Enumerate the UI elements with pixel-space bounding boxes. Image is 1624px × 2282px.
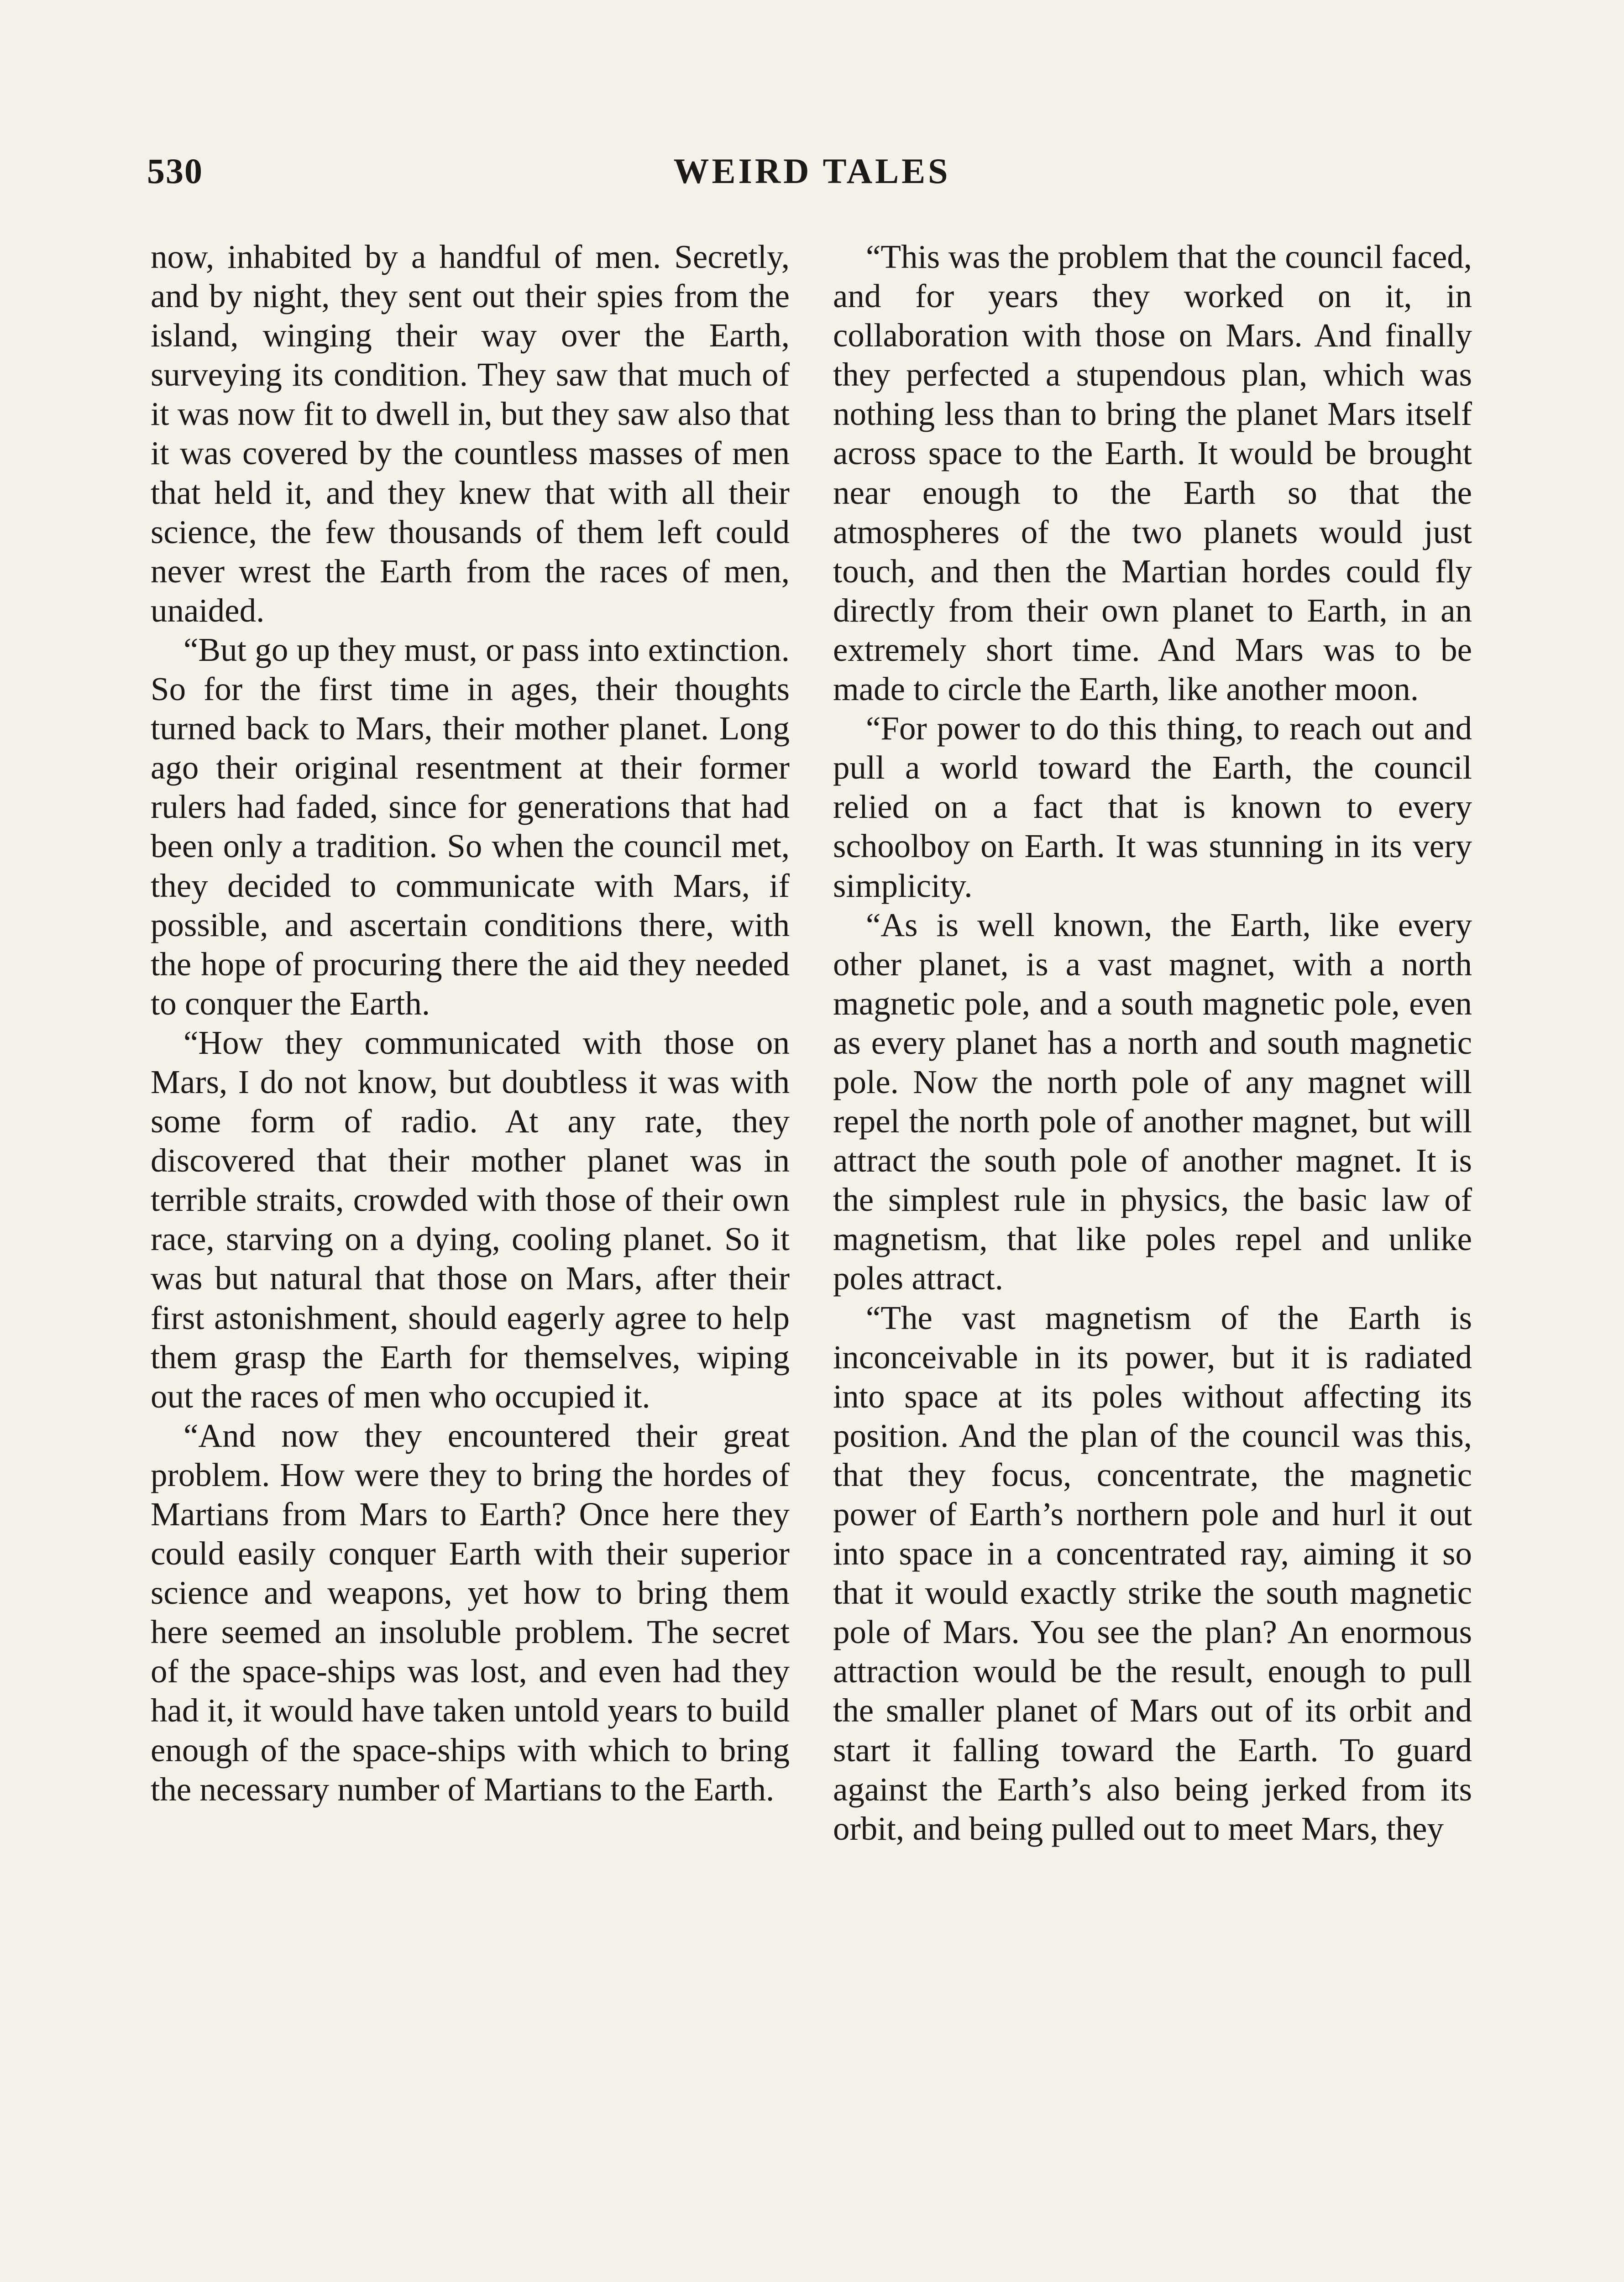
left-column	[151, 237, 790, 1809]
paragraph: now, inhabited by a handful of men. Secretly, and by night, they sent out their spies from the island, winging their way over the Earth, surveying its condition. They saw that much of it was now fit to dwell in, but they saw also that it was covered by the countless masses of men that held it, and they knew that with all their science, the few thousands of them left could never wrest the Earth from the races of men, unaided.	[151, 238, 790, 629]
paragraph: “The vast magnetism of the Earth is inconceivable in its power, but it is radiated into space at its poles without affecting its position. And the plan of the council was this, that they focus, concentrate, the magnetic power of Earth’s northern pole and hurl it out into space in a concentrated ray, aiming it so that it would exactly strike the south magnetic pole of Mars. You see the plan? An enormous attraction would be the result, enough to pull the smaller planet of Mars out of its orbit and start it falling toward the Earth. To guard against the Earth’s also being jerked from its orbit, and being pulled out to meet Mars, they	[833, 1299, 1472, 1847]
paragraph: “This was the problem that the council faced, and for years they worked on it, in collaboration with those on Mars. And finally they perfected a stupendous plan, which was nothing less than to bring the planet Mars itself across space to the Earth. It would be brought near enough to the Earth so that the atmospheres of the two planets would just touch, and then the Martian hordes could fly directly from their own planet to Earth, in an extremely short time. And Mars was to be made to circle the Earth, like another moon.	[833, 238, 1472, 708]
paragraph: “And now they encountered their great problem. How were they to bring the hordes of Martians from Mars to Earth? Once here they could easily conquer Earth with their superior science and weapons, yet how to bring them here seemed an insoluble problem. The secret of the space-ships was lost, and even had they had it, it would have taken untold years to build enough of the space-ships with which to bring the necessary number of Martians to the Earth.	[151, 1417, 790, 1808]
paragraph: “For power to do this thing, to reach out and pull a world toward the Earth, the council relied on a fact that is known to every schoolboy on Earth. It was stunning in its very simplicity.	[833, 710, 1472, 904]
paragraph: “How they communicated with those on Mars, I do not know, but doubtless it was with some form of radio. At any rate, they discovered that their mother planet was in terrible straits, crowded with those of their own race, starving on a dying, cooling planet. So it was but natural that those on Mars, after their first astonishment, should eagerly agree to help them grasp the Earth for themselves, wiping out the races of men who occupied it.	[151, 1024, 790, 1415]
page-number: 530	[147, 151, 203, 191]
running-title: WEIRD TALES	[673, 151, 951, 191]
paragraph: “As is well known, the Earth, like every other planet, is a vast magnet, with a north magnetic pole, and a south magnetic pole, even as every planet has a north and south magnetic pole. Now the north pole of any magnet will repel the north pole of another magnet, but will attract the south pole of another magnet. It is the simplest rule in physics, the basic law of magnetism, that like poles repel and unlike poles attract.	[833, 906, 1472, 1297]
right-column	[833, 237, 1472, 1848]
paragraph: “But go up they must, or pass into extinction. So for the first time in ages, their thoughts turned back to Mars, their mother planet. Long ago their original resentment at their former rulers had faded, since for generations that had been only a tradition. So when the council met, they decided to communicate with Mars, if possible, and ascertain conditions there, with the hope of procuring there the aid they needed to conquer the Earth.	[151, 631, 790, 1022]
